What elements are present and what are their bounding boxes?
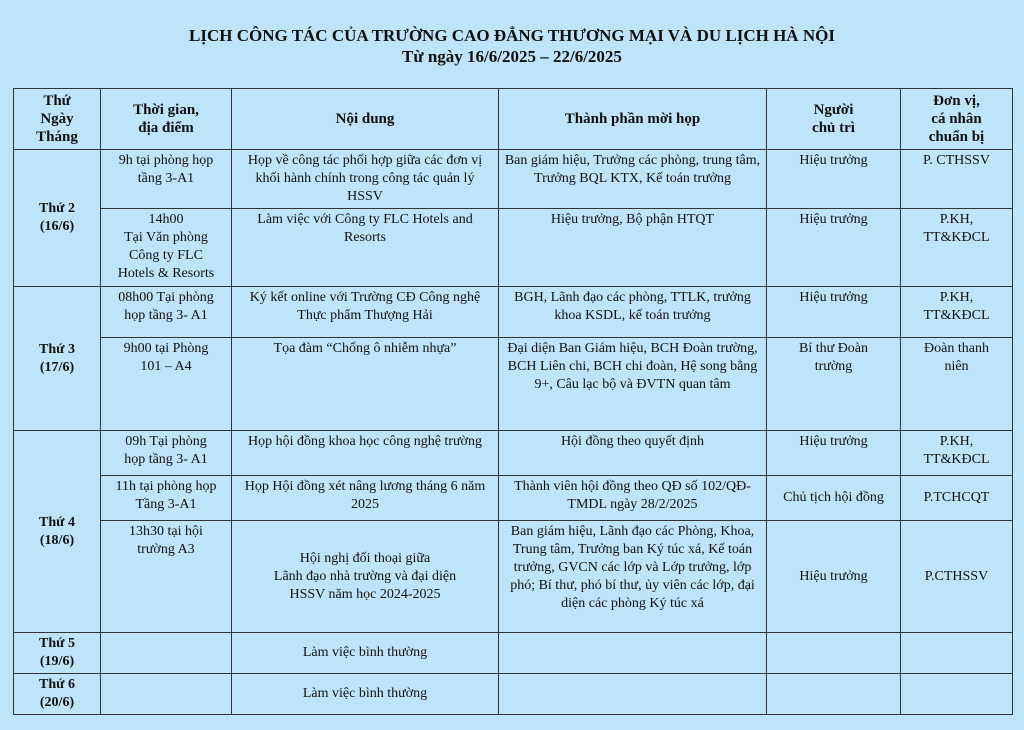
attendees-cell <box>499 633 767 674</box>
attendees-cell: Hội đồng theo quyết định <box>499 431 767 476</box>
header-time-place: Thời gian, địa điểm <box>101 89 232 150</box>
prep-cell: Đoàn thanh niên <box>901 338 1013 431</box>
day-cell: Thứ 6 (20/6) <box>14 674 101 715</box>
table-row <box>14 674 1013 715</box>
header-content: Nội dung <box>232 89 499 150</box>
content-cell: Tọa đàm “Chống ô nhiễm nhựa” <box>232 338 499 431</box>
header-prep: Đơn vị, cá nhân chuẩn bị <box>901 89 1013 150</box>
header-attendees: Thành phần mời họp <box>499 89 767 150</box>
time-cell: 11h tại phòng họp Tầng 3-A1 <box>101 476 232 521</box>
chair-cell <box>767 674 901 715</box>
table-row <box>14 150 1013 209</box>
table-row <box>14 287 1013 338</box>
table-row <box>14 338 1013 431</box>
content-cell: Làm việc bình thường <box>232 674 499 715</box>
content-cell: Họp về công tác phối hợp giữa các đơn vị khối hành chính trong công tác quản lý HSSV <box>232 150 499 209</box>
content-cell: Họp Hội đồng xét nâng lương tháng 6 năm 2025 <box>232 476 499 521</box>
attendees-cell: Đại diện Ban Giám hiệu, BCH Đoàn trường, BCH Liên chi, BCH chi đoàn, Hệ song bằng 9+, Câu lạc bộ và ĐVTN quan tâm <box>499 338 767 431</box>
table-row <box>14 521 1013 633</box>
prep-cell <box>901 633 1013 674</box>
chair-cell: Hiệu trưởng <box>767 521 901 633</box>
attendees-cell <box>499 674 767 715</box>
table-row <box>14 431 1013 476</box>
time-cell: 09h Tại phòng họp tầng 3- A1 <box>101 431 232 476</box>
chair-cell <box>767 633 901 674</box>
attendees-cell: Hiệu trưởng, Bộ phận HTQT <box>499 209 767 287</box>
time-cell <box>101 674 232 715</box>
document-title: LỊCH CÔNG TÁC CỦA TRƯỜNG CAO ĐẲNG THƯƠNG MẠI VÀ DU LỊCH HÀ NỘI <box>189 26 835 45</box>
chair-cell: Hiệu trưởng <box>767 431 901 476</box>
prep-cell: P.CTHSSV <box>901 521 1013 633</box>
content-cell: Làm việc bình thường <box>232 633 499 674</box>
day-cell: Thứ 3 (17/6) <box>14 287 101 431</box>
schedule-table <box>13 88 1013 715</box>
header-chair: Người chủ trì <box>767 89 901 150</box>
content-cell: Hội nghị đối thoại giữa Lãnh đạo nhà trường và đại diện HSSV năm học 2024-2025 <box>232 521 499 633</box>
table-row <box>14 633 1013 674</box>
attendees-cell: BGH, Lãnh đạo các phòng, TTLK, trưởng khoa KSDL, kế toán trưởng <box>499 287 767 338</box>
date-range-subtitle: Từ ngày 16/6/2025 – 22/6/2025 <box>402 47 622 66</box>
table-row <box>14 476 1013 521</box>
chair-cell: Chủ tịch hội đồng <box>767 476 901 521</box>
attendees-cell: Thành viên hội đồng theo QĐ số 102/QĐ-TMDL ngày 28/2/2025 <box>499 476 767 521</box>
prep-cell: P.KH, TT&KĐCL <box>901 431 1013 476</box>
header-row <box>14 89 1013 150</box>
prep-cell: P.KH, TT&KĐCL <box>901 209 1013 287</box>
chair-cell: Bí thư Đoàn trường <box>767 338 901 431</box>
time-cell: 13h30 tại hội trường A3 <box>101 521 232 633</box>
day-cell: Thứ 2 (16/6) <box>14 150 101 287</box>
chair-cell: Hiệu trưởng <box>767 287 901 338</box>
time-cell <box>101 633 232 674</box>
time-cell: 9h tại phòng họp tầng 3-A1 <box>101 150 232 209</box>
prep-cell: P.TCHCQT <box>901 476 1013 521</box>
content-cell: Ký kết online với Trường CĐ Công nghệ Thực phẩm Thượng Hải <box>232 287 499 338</box>
time-cell: 9h00 tại Phòng 101 – A4 <box>101 338 232 431</box>
table-row <box>14 209 1013 287</box>
prep-cell: P.KH, TT&KĐCL <box>901 287 1013 338</box>
prep-cell: P. CTHSSV <box>901 150 1013 209</box>
day-cell: Thứ 4 (18/6) <box>14 431 101 633</box>
header-day: Thứ Ngày Tháng <box>14 89 101 150</box>
time-cell: 14h00 Tại Văn phòng Công ty FLC Hotels & Resorts <box>101 209 232 287</box>
chair-cell: Hiệu trưởng <box>767 150 901 209</box>
prep-cell <box>901 674 1013 715</box>
attendees-cell: Ban giám hiệu, Trưởng các phòng, trung tâm, Trưởng BQL KTX, Kế toán trưởng <box>499 150 767 209</box>
chair-cell: Hiệu trưởng <box>767 209 901 287</box>
content-cell: Họp hội đồng khoa học công nghệ trường <box>232 431 499 476</box>
day-cell: Thứ 5 (19/6) <box>14 633 101 674</box>
attendees-cell: Ban giám hiệu, Lãnh đạo các Phòng, Khoa, Trung tâm, Trưởng ban Ký túc xá, Kế toán trưởng, GVCN các lớp và Lớp trưởng, lớp phó; Bí thư, phó bí thư, ủy viên các lớp, đại diện các phòng Ký túc xá <box>499 521 767 633</box>
content-cell: Làm việc với Công ty FLC Hotels and Resorts <box>232 209 499 287</box>
time-cell: 08h00 Tại phòng họp tầng 3- A1 <box>101 287 232 338</box>
